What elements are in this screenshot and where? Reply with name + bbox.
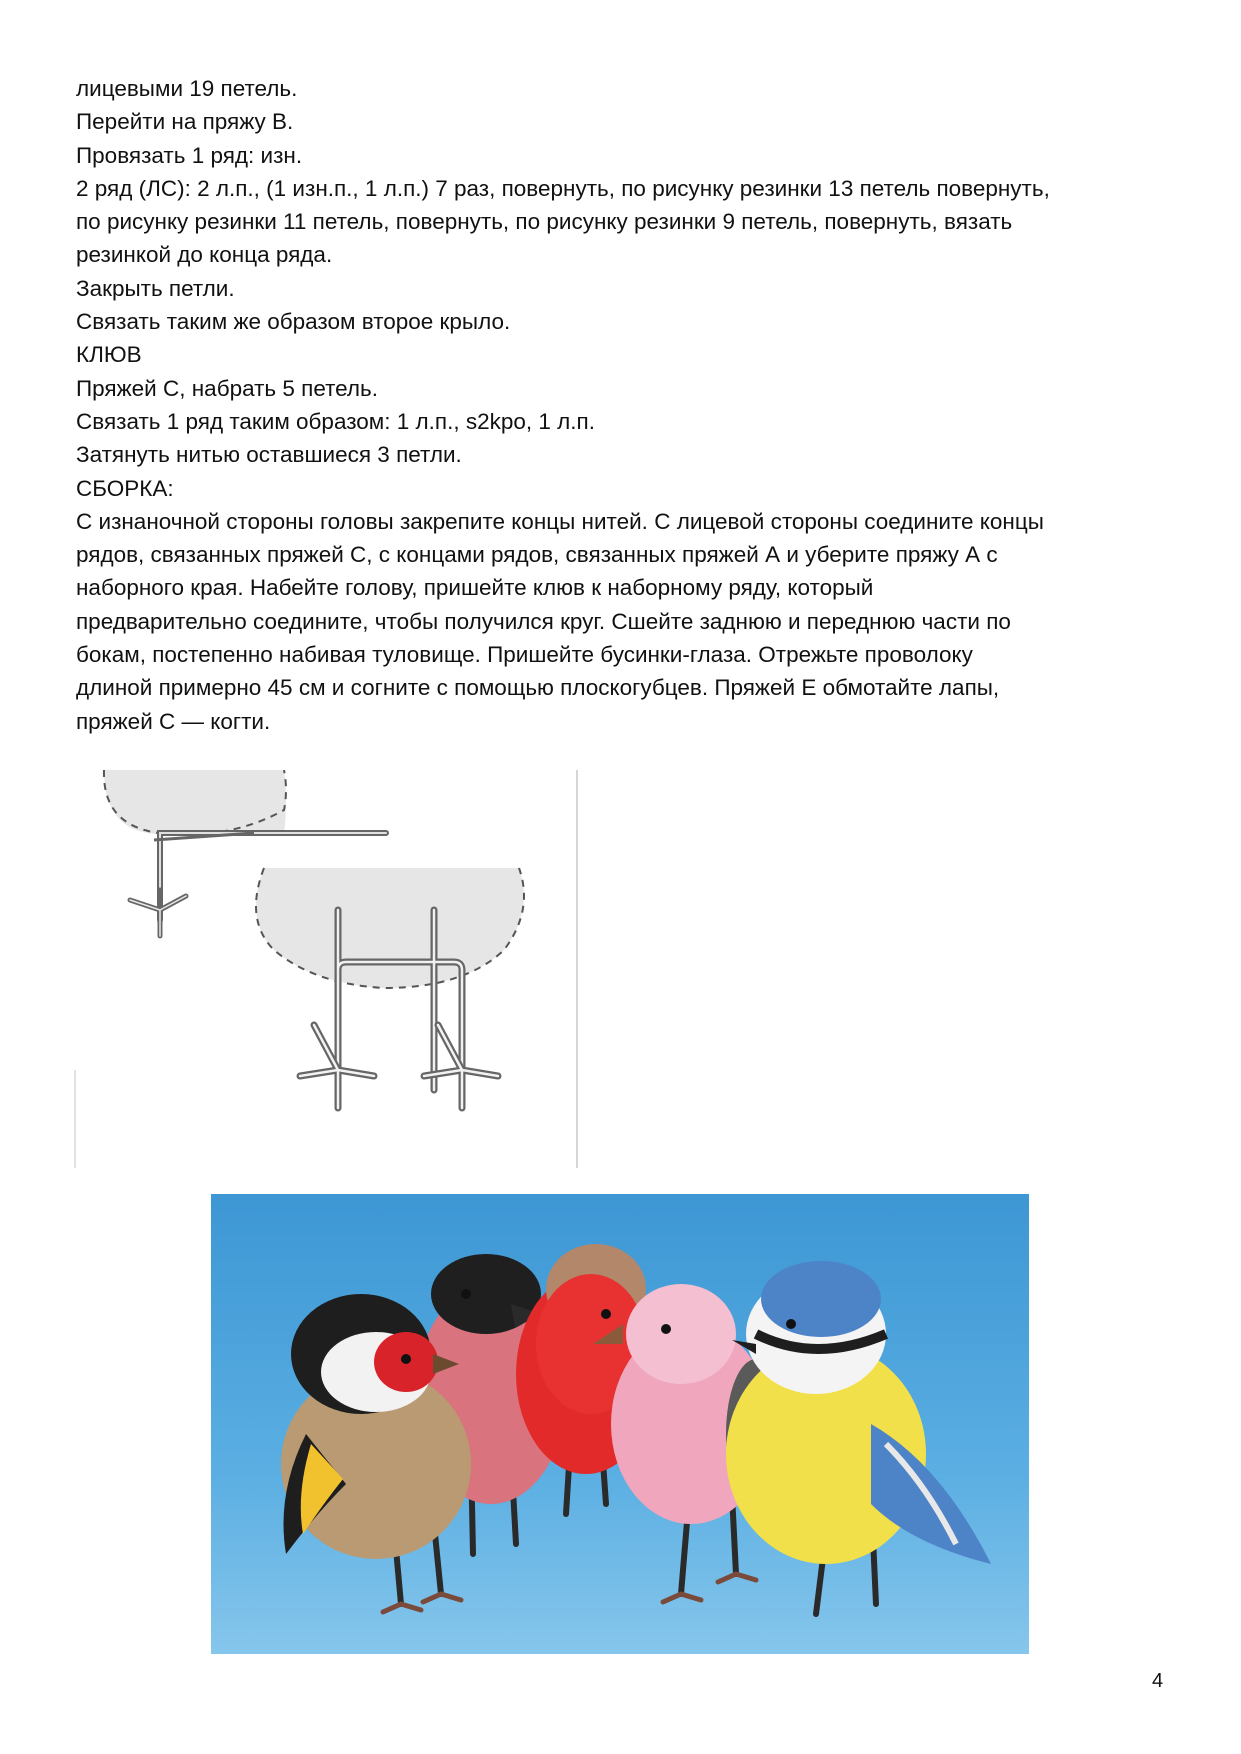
section-heading-beak: КЛЮВ — [76, 342, 142, 368]
instructions-text — [76, 72, 1176, 738]
wire-legs-diagram — [74, 770, 578, 1168]
text-line: С изнаночной стороны головы закрепите концы нитей. С лицевой стороны соедините концы — [76, 508, 1044, 534]
page-number: 4 — [1152, 1670, 1164, 1692]
text-line: Затянуть нитью оставшиеся 3 петли. — [76, 442, 462, 468]
text-line: Пряжей С, набрать 5 петель. — [76, 375, 379, 401]
text-line: Провязать 1 ряд: изн. — [76, 142, 303, 168]
text-line: длиной примерно 45 см и согните с помощью плоскогубцев. Пряжей Е обмотайте лапы, — [76, 675, 1000, 701]
text-line: Закрыть петли. — [76, 275, 235, 301]
text-line: бокам, постепенно набивая туловище. Пришейте бусинки-глаза. Отрежьте проволоку — [76, 642, 973, 668]
text-line: Связать таким же образом второе крыло. — [76, 309, 511, 335]
text-line: 2 ряд (ЛС): 2 л.п., (1 изн.п., 1 л.п.) 7 раз, повернуть, по рисунку резинки 13 петель повернуть, — [76, 175, 1050, 201]
text-line: Связать 1 ряд таким образом: 1 л.п., s2kpo, 1 л.п. — [76, 408, 595, 434]
text-line: по рисунку резинки 11 петель, повернуть, по рисунку резинки 9 петель, повернуть, вязать — [76, 209, 1013, 235]
text-line: резинкой до конца ряда. — [76, 242, 333, 268]
section-heading-assembly: СБОРКА: — [76, 475, 174, 501]
knitted-birds-photo — [211, 1194, 1029, 1654]
text-line: Перейти на пряжу В. — [76, 109, 294, 135]
text-line: лицевыми 19 петель. — [76, 76, 298, 101]
text-line: предварительно соедините, чтобы получился круг. Сшейте заднюю и переднюю части по — [76, 608, 1011, 634]
text-line: рядов, связанных пряжей С, с концами рядов, связанных пряжей А и уберите пряжу А с — [76, 542, 998, 568]
text-line: пряжей С — когти. — [76, 708, 271, 734]
text-line: наборного края. Набейте голову, пришейте клюв к наборному ряду, который — [76, 575, 874, 601]
